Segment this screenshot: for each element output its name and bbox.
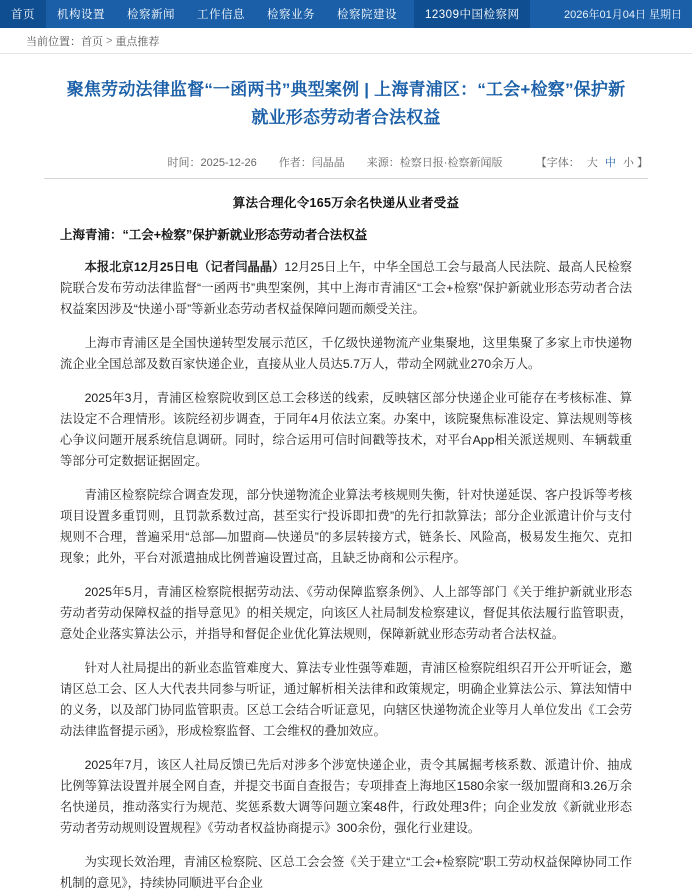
font-size-control (536, 154, 648, 170)
font-size-small[interactable]: 小 (622, 157, 634, 169)
article-paragraph (60, 257, 632, 320)
breadcrumb-item-featured[interactable]: 重点推荐 (115, 35, 160, 48)
nav-item-label: 检察新闻 (127, 9, 175, 21)
nav-item-12309-portal[interactable] (414, 0, 530, 28)
article-subheading: 算法合理化令165万余名快递从业者受益 (232, 196, 460, 210)
nav-item-prosecution-business[interactable] (256, 0, 326, 28)
article-author-value: 闫晶晶 (311, 157, 345, 169)
font-size-large[interactable]: 大 (586, 157, 598, 169)
article-source (367, 154, 503, 170)
page-title: 聚焦劳动法律监督“一函两书”典型案例 | 上海青浦区：“工会+检察”保护新就业形态劳动者合法权益 (66, 80, 626, 127)
breadcrumb-separator: > (106, 34, 113, 47)
article-author-label: 作者： (278, 157, 312, 169)
article-secondary-subheading: 上海青浦：“工会+检察”保护新就业形态劳动者合法权益 (60, 228, 368, 242)
nav-item-institutions[interactable] (46, 0, 116, 28)
article-container (0, 76, 692, 894)
nav-item-label: 工作信息 (197, 9, 245, 21)
nav-item-home[interactable] (0, 0, 46, 28)
nav-item-label: 检察院建设 (337, 9, 397, 21)
article-body (26, 193, 666, 894)
article-paragraph: 青浦区检察院综合调查发现，部分快递物流企业算法考核规则失衡，针对快递延误、客户投诉等考核项目设置多重罚则，且罚款系数过高，甚至实行“投诉即扣费”的先行扣款算法；部分企业派遣计价与支付规则不合理，普遍采用“总部—加盟商—快递员”的多层转接方式，链条长、风险高，极易发生拖欠、克扣现象；此外，平台对派遣抽成比例普遍设置过高，且缺乏协商和公示程序。 (60, 488, 632, 565)
top-navigation-bar (0, 0, 692, 28)
font-size-medium[interactable]: 中 (604, 157, 616, 169)
article-time-value: 2025-12-26 (200, 157, 257, 169)
article-author (279, 154, 345, 170)
article-paragraph: 上海市青浦区是全国快递转型发展示范区，千亿级快递物流产业集聚地，这里集聚了多家上市快递物流企业全国总部及数百家快递企业，直接从业人员达5.7万人，带动全网就业270余万人。 (60, 336, 632, 371)
breadcrumb-prefix: 当前位置： (26, 35, 81, 48)
article-paragraph: 2025年3月，青浦区检察院收到区总工会移送的线索，反映辖区部分快递企业可能存在考核标准、算法设定不合理情形。该院经初步调查，于同年4月依法立案。办案中，该院聚焦标准设定、算法规则等核心争议问题开展系统信息调研。同时，综合运用可信时间戳等技术，对平台App相关派送规则、车辆载重等部分可定数据证据固定。 (60, 391, 632, 468)
paragraph-lead: 本报北京12月25日电（记者闫晶晶） (84, 260, 285, 274)
meta-divider (44, 178, 648, 179)
nav-item-prosecution-news[interactable] (116, 0, 186, 28)
nav-item-label: 检察业务 (267, 9, 315, 21)
current-date: 2026年01月04日 星期日 (554, 0, 692, 28)
article-paragraph: 2025年5月，青浦区检察院根据劳动法、《劳动保障监察条例》、人上部等部门《关于维护新就业形态劳动者劳动保障权益的指导意见》的相关规定，向该区人社局制发检察建议，督促其依法履行监管职责，意处企业落实算法公示，并指导和督促企业优化算法规则，保障新就业形态劳动者合法权益。 (60, 585, 632, 641)
nav-item-label: 首页 (11, 9, 35, 21)
article-time (168, 154, 257, 170)
article-meta (26, 154, 666, 170)
article-source-value: 检察日报·检察新闻版 (399, 157, 503, 169)
font-size-suffix: 】 (637, 157, 648, 169)
article-paragraph: 针对人社局提出的新业态监管难度大、算法专业性强等难题，青浦区检察院组织召开公开听证会，邀请区总工会、区人大代表共同参与听证，通过解析相关法律和政策规定，明确企业算法公示、算法知情中的义务，以及部门协同监管职责。区总工会结合听证意见，向辖区快递物流企业等月人单位发出《工会劳动法律监督提示函》，形成检察监督、工会维权的叠加效应。 (60, 661, 632, 738)
nav-item-work-info[interactable] (186, 0, 256, 28)
article-source-label: 来源： (366, 157, 400, 169)
font-size-label: 【字体： (535, 157, 580, 169)
paragraph-text: 12月25日上午，中华全国总工会与最高人民法院、最高人民检察院联合发布劳动法律监督“一函两书”典型案例，其中上海市青浦区“工会+检察”保护新就业形态劳动者合法权益案因涉及“快递小哥”等新业态劳动者权益保障问题而颇受关注。 (60, 260, 633, 316)
article-paragraph: 2025年7月，该区人社局反馈已先后对涉多个涉宽快递企业，责令其属掘考核系数、派遣计价、抽成比例等算法设置并展全网自查，并提交书面自查报告；专项排查上海地区1580余家一级加盟商和3.26万余名快递员，推动落实行为规范、奖惩系数大调等问题立案48件，行政处理3件；向企业发放《新就业形态劳动者劳动规则设置规程》《劳动者权益协商提示》300余份，强化行业建设。 (60, 758, 632, 835)
nav-item-label: 12309中国检察网 (425, 9, 520, 21)
breadcrumb (0, 28, 692, 54)
breadcrumb-item-home[interactable]: 首页 (81, 35, 103, 48)
article-time-label: 时间： (167, 157, 201, 169)
nav-item-label: 机构设置 (57, 9, 105, 21)
nav-item-procuratorate-construction[interactable] (326, 0, 408, 28)
article-paragraph: 为实现长效治理，青浦区检察院、区总工会会签《关于建立“工会+检察院”职工劳动权益保障协同工作机制的意见》，持续协同顺进平台企业 (60, 855, 632, 890)
